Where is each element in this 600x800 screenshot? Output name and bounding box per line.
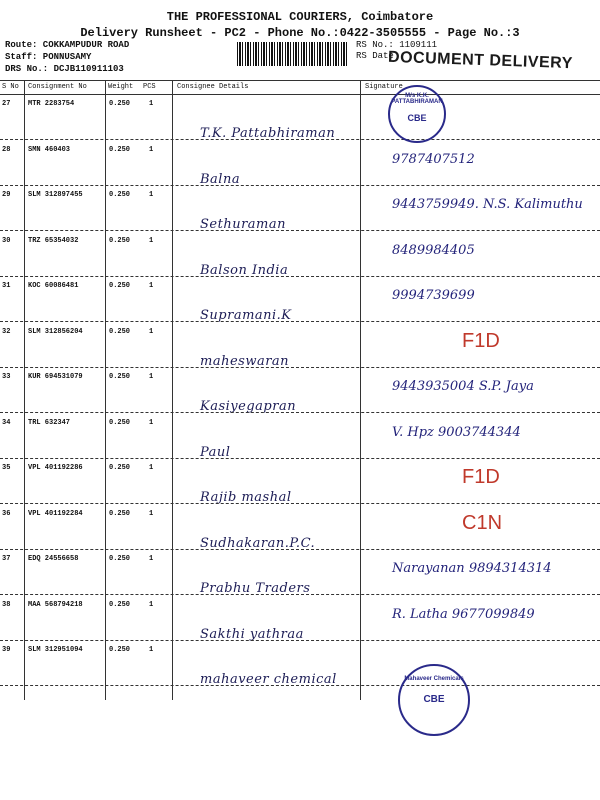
row-pcs: 1 [149, 601, 154, 609]
seal-center: CBE [407, 113, 427, 123]
row-sno: 32 [2, 328, 11, 336]
row-pcs: 1 [149, 191, 154, 199]
row-weight: 0.250 [109, 510, 131, 518]
row-consignee-handwritten: Rajib mashal [200, 490, 292, 505]
col-divider [24, 80, 25, 700]
document-delivery-stamp: DOCUMENT DELIVERY [387, 48, 574, 73]
header-pcs: PCS [143, 83, 156, 91]
row-sno: 29 [2, 191, 11, 199]
row-consignee-handwritten: Prabhu Traders [200, 581, 311, 596]
row-divider [0, 367, 600, 368]
row-consignment-no: VPL 401192286 [28, 464, 83, 472]
drs-label: DRS No.: DCJB110911103 [5, 64, 124, 74]
row-weight: 0.250 [109, 464, 131, 472]
header-weight: Weight [108, 83, 134, 91]
row-consignee-handwritten: mahaveer chemical [200, 672, 337, 687]
row-consignee-handwritten: Sethuraman [200, 217, 286, 232]
row-divider [0, 185, 600, 186]
header-consignee: Consignee Details [177, 83, 249, 91]
row-sno: 33 [2, 373, 11, 381]
row-weight: 0.250 [109, 191, 131, 199]
row-consignment-no: TRZ 65354032 [28, 237, 79, 245]
row-weight: 0.250 [109, 373, 131, 381]
rs-date: RS Date [356, 51, 394, 61]
row-sno: 35 [2, 464, 11, 472]
row-weight: 0.250 [109, 328, 131, 336]
row-sno: 39 [2, 646, 11, 654]
row-divider [0, 412, 600, 413]
row-signature-handwritten: 9787407512 [392, 152, 475, 167]
table-header [0, 80, 600, 94]
row-pcs: 1 [149, 419, 154, 427]
staff-label: Staff: PONNUSAMY [5, 52, 92, 62]
row-consignee-handwritten: Balna [200, 172, 241, 187]
row-consignment-no: TRL 632347 [28, 419, 71, 427]
row-consignee-handwritten: Paul [200, 445, 231, 460]
row-pcs: 1 [149, 555, 154, 563]
row-consignment-no: SLM 312951094 [28, 646, 83, 654]
col-divider [172, 80, 173, 700]
row-consignee-handwritten: Balson India [200, 263, 289, 278]
row-consignment-no: SLM 312897455 [28, 191, 83, 199]
row-consignment-no: VPL 401192284 [28, 510, 83, 518]
row-consignee-handwritten: Sudhakaran.P.C. [200, 536, 316, 551]
row-consignment-no: SLM 312856204 [28, 328, 83, 336]
row-sno: 36 [2, 510, 11, 518]
row-pcs: 1 [149, 373, 154, 381]
row-sno: 38 [2, 601, 11, 609]
row-pcs: 1 [149, 510, 154, 518]
row-consignee-handwritten: Sakthi yathraa [200, 627, 304, 642]
col-divider [105, 80, 106, 700]
row-consignee-handwritten: Supramani.K [200, 308, 292, 323]
barcode [237, 42, 349, 66]
row-pcs: 1 [149, 100, 154, 108]
row-weight: 0.250 [109, 646, 131, 654]
header-signature: Signature [365, 83, 403, 91]
row-pcs: 1 [149, 646, 154, 654]
row-consignee-handwritten: Kasiyegapran [200, 399, 297, 414]
row-signature-handwritten: 8489984405 [392, 243, 475, 258]
seal-text: M/s K.K. PATTABHIRAMAN [391, 93, 443, 105]
rs-number: RS No.: 1109111 [356, 40, 438, 50]
row-sno: 34 [2, 419, 11, 427]
row-consignment-no: KUR 694531079 [28, 373, 83, 381]
row-weight: 0.250 [109, 555, 131, 563]
row-sno: 28 [2, 146, 11, 154]
row-divider [0, 276, 600, 277]
row-pcs: 1 [149, 464, 154, 472]
row-pcs: 1 [149, 328, 154, 336]
header-consignment: Consignment No [28, 83, 87, 91]
row-divider [0, 139, 600, 140]
row-divider [0, 549, 600, 550]
row-weight: 0.250 [109, 100, 131, 108]
row-divider [0, 458, 600, 459]
row-status-mark: F1D [462, 466, 500, 488]
seal-text: Mahaveer Chemicals [404, 676, 464, 682]
row-sno: 31 [2, 282, 11, 290]
runsheet-title: Delivery Runsheet - PC2 - Phone No.:0422-3505555 - Page No.:3 [80, 26, 520, 40]
row-divider [0, 594, 600, 595]
row-pcs: 1 [149, 282, 154, 290]
header-sno: S No [2, 83, 19, 91]
col-divider [360, 80, 361, 700]
row-weight: 0.250 [109, 419, 131, 427]
table-header-rule [0, 94, 600, 95]
row-sno: 37 [2, 555, 11, 563]
row-consignment-no: SMN 460403 [28, 146, 71, 154]
row-divider [0, 685, 600, 686]
row-status-mark: F1D [462, 330, 500, 352]
receiver-seal-bottom [398, 664, 470, 736]
row-consignee-handwritten: maheswaran [200, 354, 290, 369]
receiver-seal-top [388, 85, 446, 143]
row-weight: 0.250 [109, 282, 131, 290]
row-consignment-no: EDQ 24556658 [28, 555, 79, 563]
row-divider [0, 503, 600, 504]
row-consignee-handwritten: T.K. Pattabhiraman [200, 126, 336, 141]
row-weight: 0.250 [109, 146, 131, 154]
row-signature-handwritten: Narayanan 9894314314 [392, 561, 552, 576]
row-signature-handwritten: V. Hpz 9003744344 [392, 425, 521, 440]
row-signature-handwritten: R. Latha 9677099849 [392, 607, 535, 622]
row-status-mark: C1N [462, 512, 503, 534]
row-weight: 0.250 [109, 601, 131, 609]
row-pcs: 1 [149, 237, 154, 245]
row-divider [0, 230, 600, 231]
row-weight: 0.250 [109, 237, 131, 245]
row-consignment-no: MTR 2283754 [28, 100, 75, 108]
company-title: THE PROFESSIONAL COURIERS, Coimbatore [166, 10, 434, 24]
row-pcs: 1 [149, 146, 154, 154]
row-sno: 30 [2, 237, 11, 245]
row-consignment-no: MAA 568794218 [28, 601, 83, 609]
row-divider [0, 640, 600, 641]
row-signature-handwritten: 9994739699 [392, 288, 475, 303]
row-divider [0, 321, 600, 322]
row-consignment-no: KOC 60086481 [28, 282, 79, 290]
row-sno: 27 [2, 100, 11, 108]
row-signature-handwritten: 9443759949. N.S. Kalimuthu [392, 197, 583, 212]
seal-center: CBE [423, 694, 445, 705]
row-signature-handwritten: 9443935004 S.P. Jaya [392, 379, 534, 394]
route-label: Route: COKKAMPUDUR ROAD [5, 40, 130, 50]
